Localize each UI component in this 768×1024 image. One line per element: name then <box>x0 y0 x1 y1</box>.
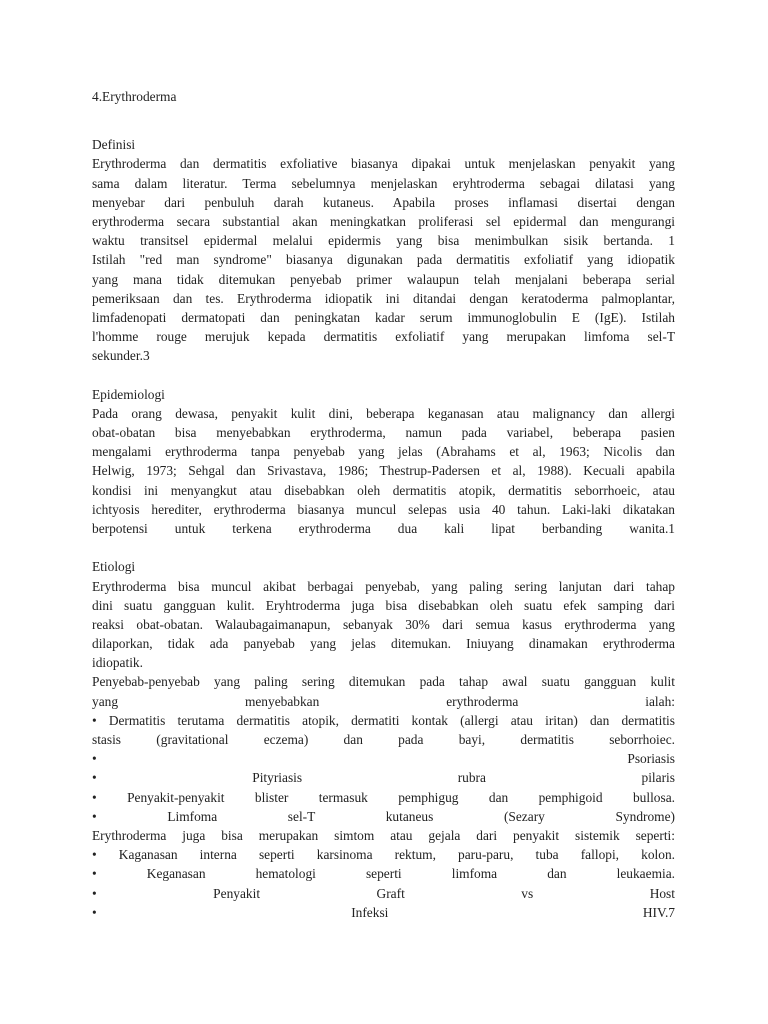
paragraph-line: reaksi obat-obatan. Walaubagaimanapun, sebanyak 30% dari semua kasus erythroderma yang <box>92 616 675 632</box>
paragraph-line: kondisi ini menyangkut atau disebabkan oleh dermatitis atopik, dermatitis seborrhoeic, atau <box>92 482 675 498</box>
section-heading: Epidemiologi <box>92 386 165 402</box>
paragraph-line: limfadenopati dermatopati dan peningkatan kadar serum immunoglobulin E (IgE). Istilah <box>92 309 675 325</box>
paragraph-line: idiopatik. <box>92 655 143 671</box>
paragraph-line: obat-obatan bisa menyebabkan erythroderma, namun pada variabel, beberapa pasien <box>92 425 675 440</box>
paragraph-line: erythroderma secara substantial akan meningkatkan proliferasi sel epidermal dan mengurangi <box>92 213 675 229</box>
document-body <box>92 106 675 922</box>
section-heading: Definisi <box>92 137 136 153</box>
paragraph-line: • Psoriasis <box>92 751 675 767</box>
paragraph-line: • Keganasan hematologi seperti limfoma dan leukaemia. <box>92 866 675 882</box>
paragraph-line: yang mana tidak ditemukan penyebab primer walaupun telah menjalani beberapa serial <box>92 271 675 287</box>
paragraph-line: • Pityriasis rubra pilaris <box>92 770 675 786</box>
section-spacer <box>92 106 675 135</box>
paragraph-line: menyebar dari penbuluh darah kutaneus. Apabila proses inflamasi disertai dengan <box>92 194 675 210</box>
paragraph-line: waktu transitsel epidermal melalui epidermis yang bisa menimbulkan sisik bertanda. 1 <box>92 233 675 249</box>
paragraph-line: • Limfoma sel-T kutaneus (Sezary Syndrome) <box>92 808 675 824</box>
paragraph-line: berpotensi untuk terkena erythroderma dua kali lipat berbanding wanita.1 <box>92 520 675 536</box>
paragraph-line: Erythroderma juga bisa merupakan simtom atau gejala dari penyakit sistemik seperti: <box>92 827 675 843</box>
paragraph-line: • Penyakit Graft vs Host <box>92 885 675 901</box>
paragraph-line: mengalami erythroderma tanpa penyebab yang jelas (Abrahams et al, 1963; Nicolis dan <box>92 444 675 460</box>
document-page <box>92 87 675 922</box>
paragraph-line: stasis (gravitational eczema) dan pada bayi, dermatitis seborrhoiec. <box>92 732 675 747</box>
paragraph-line: Helwig, 1973; Sehgal dan Srivastava, 1986; Thestrup-Padersen et al, 1988). Kecuali apabila <box>92 463 675 479</box>
section-heading: Etiologi <box>92 559 136 575</box>
paragraph-line: dini suatu gangguan kulit. Eryhtroderma juga bisa disebabkan oleh suatu efek samping dari <box>92 597 675 613</box>
section-spacer <box>92 538 675 557</box>
paragraph-line: Penyebab-penyebab yang paling sering ditemukan pada tahap awal suatu gangguan kulit <box>92 674 675 690</box>
paragraph-line: Erythroderma dan dermatitis exfoliative biasanya dipakai untuk menjelaskan penyakit yang <box>92 156 675 172</box>
paragraph-line: • Infeksi HIV.7 <box>92 904 675 920</box>
paragraph-line: • Kaganasan interna seperti karsinoma rektum, paru-paru, tuba fallopi, kolon. <box>92 847 675 863</box>
paragraph-line: Pada orang dewasa, penyakit kulit dini, beberapa keganasan atau malignancy dan allergi <box>92 405 675 421</box>
paragraph-line: • Penyakit-penyakit blister termasuk pemphigug dan pemphigoid bullosa. <box>92 789 675 805</box>
paragraph-line: • Dermatitis terutama dermatitis atopik, dermatiti kontak (allergi atau iritan) dan dermatitis <box>92 712 675 728</box>
paragraph-line: ichtyosis herediter, erythroderma biasanya muncul selepas usia 40 tahun. Laki-laki dikatakan <box>92 501 675 517</box>
paragraph-line: Erythroderma bisa muncul akibat berbagai penyebab, yang paling sering lanjutan dari tahap <box>92 578 675 594</box>
section-spacer <box>92 365 675 384</box>
paragraph-line: Istilah "red man syndrome" biasanya digunakan pada dermatitis exfoliatif yang idiopatik <box>92 252 675 268</box>
document-title: 4.Erythroderma <box>92 89 177 104</box>
paragraph-line: pemeriksaan dan tes. Erythroderma idiopatik ini ditandai dengan keratoderma palmoplantar, <box>92 290 675 306</box>
paragraph-line: sama dalam literatur. Terma sebelumnya menjelaskan eryhtroderma sebagai dilatasi yang <box>92 175 675 191</box>
paragraph-line: yang menyebabkan erythroderma ialah: <box>92 693 675 709</box>
paragraph-line: sekunder.3 <box>92 348 150 364</box>
paragraph-line: dilaporkan, tidak ada panyebab yang jelas ditemukan. Iniuyang dinamakan erythroderma <box>92 636 675 652</box>
paragraph-line: l'homme rouge merujuk kepada dermatitis exfoliatif yang merupakan limfoma sel-T <box>92 329 675 345</box>
